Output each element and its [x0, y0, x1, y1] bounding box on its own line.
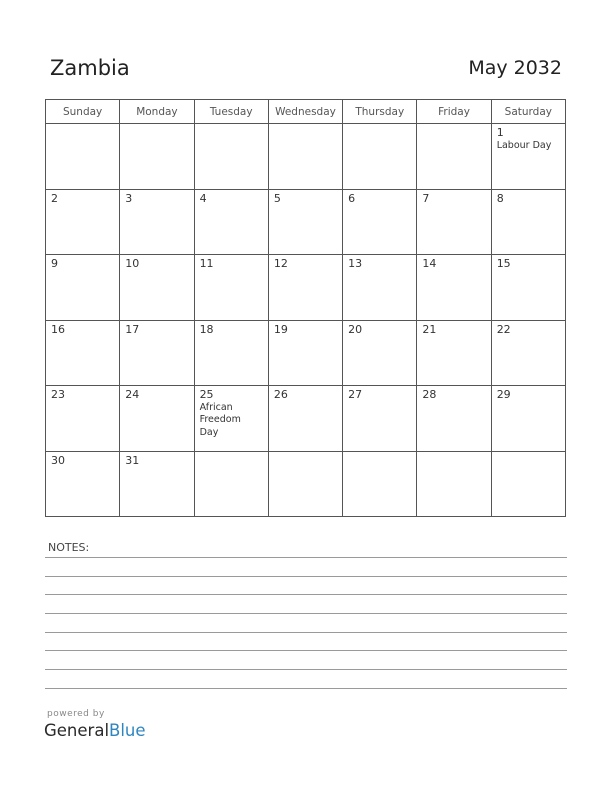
- day-cell-content: [343, 255, 416, 271]
- week-row: [46, 451, 566, 517]
- day-cell-content: [492, 255, 565, 271]
- day-cell: [268, 124, 342, 190]
- day-number: 16: [51, 322, 65, 336]
- day-cell: [120, 124, 194, 190]
- day-cell: [194, 320, 268, 386]
- note-line: [45, 557, 567, 558]
- day-cell: [46, 386, 120, 452]
- day-cell: [268, 386, 342, 452]
- brand-general: General: [44, 721, 110, 740]
- day-number: 13: [348, 257, 363, 270]
- day-number: 25: [199, 388, 214, 401]
- day-cell-content: [269, 452, 342, 455]
- day-cell-content: [492, 386, 565, 402]
- holiday-label: Freedom: [199, 414, 241, 425]
- day-cell: [268, 255, 342, 321]
- day-number: 22: [496, 322, 511, 336]
- day-cell: [417, 451, 491, 517]
- note-line: [45, 650, 567, 651]
- note-line: [45, 576, 567, 577]
- day-cell-content: [417, 124, 490, 127]
- day-cell-content: [269, 321, 342, 337]
- week-row: [46, 386, 566, 452]
- weekday-header: Sunday: [46, 100, 120, 124]
- weekday-header: Saturday: [491, 100, 565, 124]
- day-cell: [46, 320, 120, 386]
- day-number: 4: [199, 191, 207, 205]
- day-cell: [194, 124, 268, 190]
- day-cell: [268, 320, 342, 386]
- day-cell-content: [269, 255, 342, 271]
- day-cell-content: [46, 452, 119, 468]
- day-cell: [46, 124, 120, 190]
- day-cell: [268, 189, 342, 255]
- day-cell-content: [195, 255, 268, 271]
- day-number: 21: [422, 322, 437, 336]
- day-number: 2: [51, 191, 58, 205]
- day-cell-content: [195, 386, 268, 439]
- day-number: 6: [348, 191, 356, 205]
- day-number: 27: [348, 388, 363, 401]
- day-cell: [417, 386, 491, 452]
- day-cell-content: [195, 321, 268, 337]
- day-cell: [46, 255, 120, 321]
- day-cell-content: [343, 386, 416, 402]
- month-year-title: May 2032: [468, 57, 562, 79]
- day-cell: [194, 255, 268, 321]
- day-number: 19: [273, 322, 288, 336]
- note-line: [45, 669, 567, 670]
- note-line: [45, 688, 567, 689]
- day-cell: [120, 255, 194, 321]
- day-cell-content: [120, 386, 193, 402]
- week-row: [46, 255, 566, 321]
- day-cell: [120, 189, 194, 255]
- day-cell-content: [120, 190, 193, 206]
- day-cell: [120, 320, 194, 386]
- day-cell: [417, 189, 491, 255]
- day-number: 17: [125, 322, 140, 336]
- calendar-grid: [45, 99, 566, 517]
- day-number: 23: [51, 388, 65, 401]
- day-cell-content: [343, 124, 416, 127]
- day-cell: [343, 124, 417, 190]
- day-cell: [343, 255, 417, 321]
- day-cell-content: [417, 452, 490, 455]
- holiday-label: Day: [199, 426, 219, 438]
- week-row: [46, 189, 566, 255]
- day-cell-content: [417, 386, 490, 402]
- day-cell-content: [46, 190, 119, 206]
- day-number: 18: [199, 322, 214, 336]
- day-number: 31: [125, 453, 140, 467]
- day-cell: [491, 255, 565, 321]
- day-cell: [343, 320, 417, 386]
- day-cell-content: [417, 321, 490, 337]
- day-cell: [268, 451, 342, 517]
- weekday-header: Thursday: [343, 100, 417, 124]
- day-cell: [491, 320, 565, 386]
- day-cell: [194, 189, 268, 255]
- day-number: 20: [348, 322, 363, 336]
- day-cell: [417, 320, 491, 386]
- weekday-header: Tuesday: [194, 100, 268, 124]
- weekday-header: Monday: [120, 100, 194, 124]
- day-cell-content: [417, 255, 490, 271]
- day-cell: [343, 189, 417, 255]
- notes-label: NOTES:: [48, 541, 90, 554]
- note-line: [45, 613, 567, 614]
- note-line: [45, 594, 567, 595]
- day-cell: [491, 386, 565, 452]
- day-number: 12: [273, 257, 288, 270]
- day-cell: [194, 451, 268, 517]
- day-cell-content: [343, 190, 416, 206]
- holiday-label: Labour Day: [496, 139, 552, 151]
- day-cell: [120, 451, 194, 517]
- day-number: 1: [496, 126, 504, 139]
- day-cell-content: [46, 321, 119, 337]
- day-number: 8: [496, 191, 504, 205]
- day-cell-content: [46, 124, 119, 127]
- day-cell-content: [417, 190, 490, 206]
- day-cell-content: [269, 124, 342, 127]
- day-cell-content: [269, 190, 342, 206]
- brand-blue: Blue: [109, 721, 146, 740]
- day-number: 5: [273, 191, 281, 205]
- day-cell: [46, 451, 120, 517]
- day-number: 11: [199, 257, 214, 270]
- day-number: 29: [496, 388, 511, 401]
- day-cell-content: [120, 321, 193, 337]
- day-cell-content: [46, 255, 119, 271]
- day-number: 30: [51, 453, 65, 467]
- weekday-header-row: [46, 100, 566, 124]
- day-cell: [491, 451, 565, 517]
- day-cell: [417, 255, 491, 321]
- week-row: [46, 320, 566, 386]
- day-cell-content: [343, 321, 416, 337]
- weekday-header: Friday: [417, 100, 491, 124]
- day-cell: [46, 189, 120, 255]
- day-cell: [343, 386, 417, 452]
- day-number: 15: [496, 257, 511, 270]
- country-title: Zambia: [50, 56, 130, 80]
- day-cell: [491, 189, 565, 255]
- day-cell-content: [492, 190, 565, 206]
- powered-by-label: powered by: [47, 709, 105, 719]
- day-cell: [491, 124, 565, 190]
- day-cell-content: [343, 452, 416, 455]
- day-number: 26: [273, 388, 288, 401]
- day-number: 28: [422, 388, 437, 401]
- day-cell-content: [492, 321, 565, 337]
- day-cell-content: [492, 452, 565, 455]
- day-cell: [194, 386, 268, 452]
- day-cell: [120, 386, 194, 452]
- weekday-header: Wednesday: [268, 100, 342, 124]
- day-number: 9: [51, 257, 58, 270]
- day-cell: [343, 451, 417, 517]
- day-cell-content: [195, 190, 268, 206]
- day-number: 7: [422, 191, 430, 205]
- generalblue-logo[interactable]: [44, 721, 146, 740]
- day-number: 24: [125, 388, 140, 401]
- day-number: 3: [125, 191, 133, 205]
- day-cell-content: [120, 255, 193, 271]
- week-row: [46, 124, 566, 190]
- day-cell-content: [195, 452, 268, 455]
- note-line: [45, 632, 567, 633]
- holiday-label: African: [199, 401, 233, 413]
- day-cell-content: [269, 386, 342, 402]
- day-number: 14: [422, 257, 437, 270]
- day-cell-content: [492, 124, 565, 152]
- day-cell: [417, 124, 491, 190]
- day-cell-content: [195, 124, 268, 127]
- day-cell-content: [120, 452, 193, 468]
- day-cell-content: [46, 386, 119, 402]
- day-number: 10: [125, 257, 140, 270]
- day-cell-content: [120, 124, 193, 127]
